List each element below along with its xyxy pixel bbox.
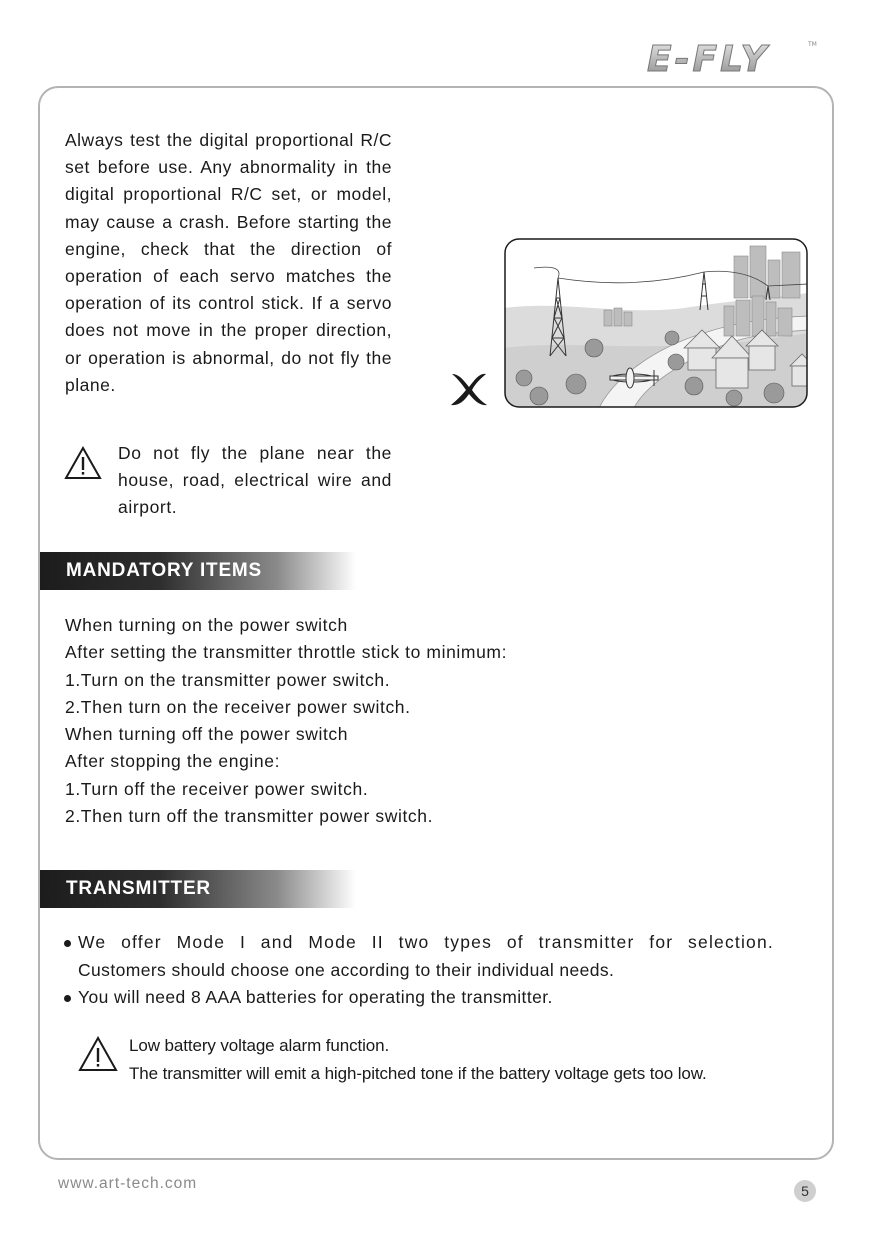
transmitter-bullets [64, 929, 774, 1012]
flight-area-warning: Do not fly the plane near the house, road, electrical wire and airport. [118, 443, 392, 518]
bullet-dot-icon [64, 940, 71, 947]
transmitter-title: TRANSMITTER [66, 878, 211, 899]
alarm-text: The transmitter will emit a high-pitched tone if the battery voltage gets too low. [129, 1063, 707, 1083]
bullet-line: You will need 8 AAA batteries for operating the transmitter. [78, 987, 553, 1007]
mandatory-items-list [65, 612, 507, 830]
list-item: After setting the transmitter throttle stick to minimum: [65, 642, 508, 663]
brand-logo [645, 38, 820, 78]
page-number: 5 [794, 1180, 816, 1202]
list-item: When turning off the power switch [65, 724, 349, 745]
bullet-line: Customers should choose one according to their individual needs. [78, 959, 615, 980]
hazard-scene-illustration [504, 238, 808, 408]
warning-triangle-icon [64, 446, 102, 480]
bullet-item [64, 929, 774, 984]
bullet-item [64, 984, 774, 1012]
bullet-line: We offer Mode I and Mode II two types of transmitter for selection. [78, 932, 774, 952]
list-item: After stopping the engine: [65, 751, 281, 772]
bullet-dot-icon [64, 995, 71, 1002]
logo-text: E-FLY [647, 39, 770, 78]
list-item: 1.Turn on the transmitter power switch. [65, 669, 391, 690]
list-item: 2.Then turn off the transmitter power switch. [65, 806, 434, 827]
list-item: 2.Then turn on the receiver power switch. [65, 696, 411, 717]
prohibited-x-icon [448, 370, 490, 408]
list-item: 1.Turn off the receiver power switch. [65, 778, 369, 799]
intro-paragraph: Always test the digital proportional R/C set before use. Any abnormality in the digital proportional R/C set, or model, may cause a crash. Before starting the engine, check that the direction of operation of each servo matches the operation of its control stick. If a servo does not move in the proper direction, or operation is abnormal, do not fly the plane. [65, 130, 392, 395]
battery-alarm-note [129, 1032, 707, 1087]
warning-triangle-icon [78, 1036, 118, 1072]
footer-url: www.art-tech.com [58, 1175, 198, 1192]
trademark-mark: TM [808, 41, 817, 48]
mandatory-items-title: MANDATORY ITEMS [66, 560, 263, 581]
alarm-title: Low battery voltage alarm function. [129, 1036, 390, 1055]
list-item: When turning on the power switch [65, 615, 348, 635]
